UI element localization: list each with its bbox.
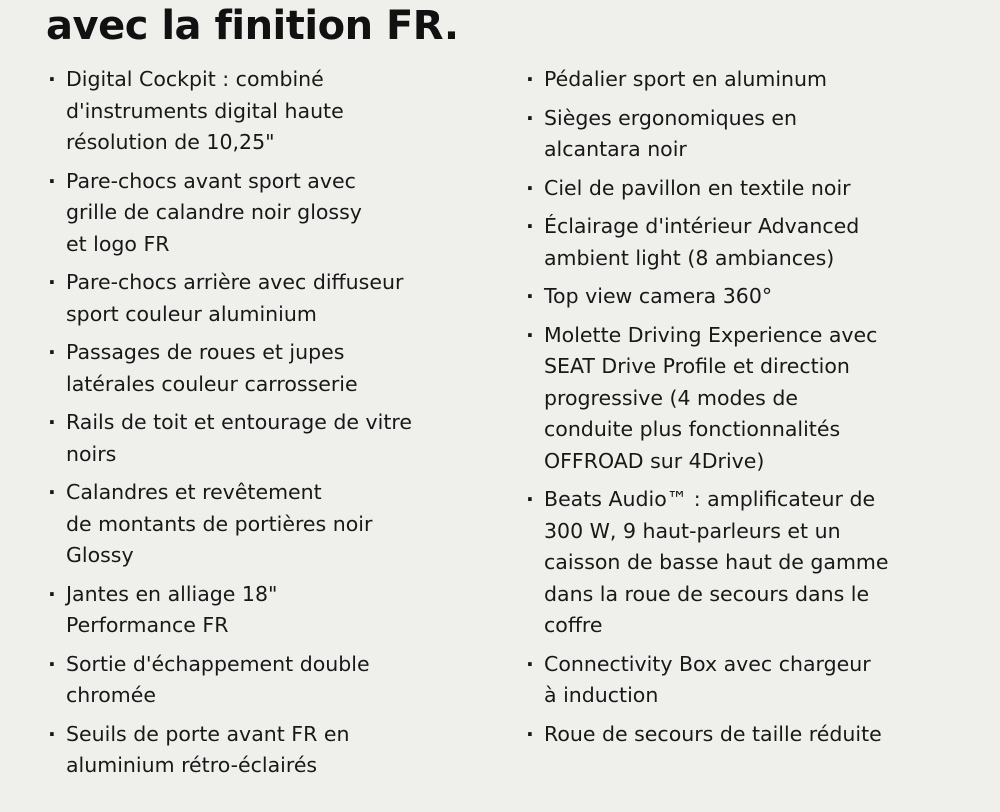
feature-text: Pare-chocs avant sport avec grille de calandre noir glossy et logo FR (66, 168, 362, 256)
feature-item (46, 649, 496, 712)
feature-item (524, 320, 974, 478)
feature-text: Seuils de porte avant FR en aluminium rétro-éclairés (66, 721, 350, 777)
feature-text: Top view camera 360° (544, 284, 773, 308)
bullet-icon: · (526, 322, 534, 347)
bullet-icon: · (48, 651, 56, 676)
page-title: avec la finition FR. (46, 3, 459, 49)
feature-item (524, 211, 974, 274)
bullet-icon: · (48, 168, 56, 193)
feature-item (46, 407, 496, 470)
bullet-icon: · (526, 214, 534, 238)
feature-item (46, 579, 496, 642)
feature-text: Molette Driving Experience avec SEAT Drive Profile et direction progressive (4 modes de conduite plus fonctionnalités OFFROAD sur 4Drive) (544, 322, 878, 473)
feature-item (46, 337, 496, 400)
feature-text: Roue de secours de taille réduite (544, 721, 882, 746)
feature-item (46, 64, 496, 159)
feature-text: Beats Audio™ : amplificateur de 300 W, 9 haut-parleurs et un caisson de basse haut de gamme dans la roue de secours dans le coffre (544, 487, 889, 637)
feature-item (46, 267, 496, 330)
bullet-icon: · (526, 284, 534, 308)
feature-text: Connectivity Box avec chargeur à induction (544, 651, 871, 707)
bullet-icon: · (526, 651, 534, 676)
feature-text: Éclairage d'intérieur Advanced ambient light (8 ambiances) (544, 214, 860, 270)
feature-item (46, 719, 496, 782)
feature-text: Pédalier sport en aluminum (544, 67, 827, 91)
bullet-icon: · (48, 480, 56, 504)
bullet-icon: · (526, 105, 534, 130)
bullet-icon: · (48, 270, 56, 294)
bullet-icon: · (48, 721, 56, 746)
feature-text: Pare-chocs arrière avec diffuseur sport couleur aluminium (66, 270, 404, 326)
feature-text: Calandres et revêtement de montants de portières noir Glossy (66, 480, 373, 567)
bullet-icon: · (48, 581, 56, 606)
bullet-icon: · (526, 721, 534, 746)
feature-list-left (46, 64, 496, 789)
feature-list-right (524, 64, 974, 757)
feature-item (524, 281, 974, 313)
bullet-icon: · (48, 340, 56, 364)
bullet-icon: · (526, 67, 534, 91)
feature-item (524, 649, 974, 712)
feature-text: Passages de roues et jupes latérales couleur carrosserie (66, 340, 358, 396)
feature-item (46, 166, 496, 261)
feature-item (524, 719, 974, 751)
bullet-icon: · (526, 487, 534, 511)
feature-item (524, 64, 974, 96)
bullet-icon: · (48, 67, 56, 91)
feature-text: Ciel de pavillon en textile noir (544, 175, 851, 200)
bullet-icon: · (48, 410, 56, 434)
feature-text: Jantes en alliage 18" Performance FR (66, 581, 278, 637)
feature-text: Rails de toit et entourage de vitre noirs (66, 410, 412, 466)
feature-item (524, 484, 974, 642)
feature-text: Sortie d'échappement double chromée (66, 651, 370, 707)
feature-text: Sièges ergonomiques en alcantara noir (544, 105, 797, 161)
feature-text: Digital Cockpit : combiné d'instruments digital haute résolution de 10,25" (66, 67, 344, 154)
bullet-icon: · (526, 175, 534, 200)
feature-item (524, 173, 974, 205)
feature-item (524, 103, 974, 166)
feature-item (46, 477, 496, 572)
